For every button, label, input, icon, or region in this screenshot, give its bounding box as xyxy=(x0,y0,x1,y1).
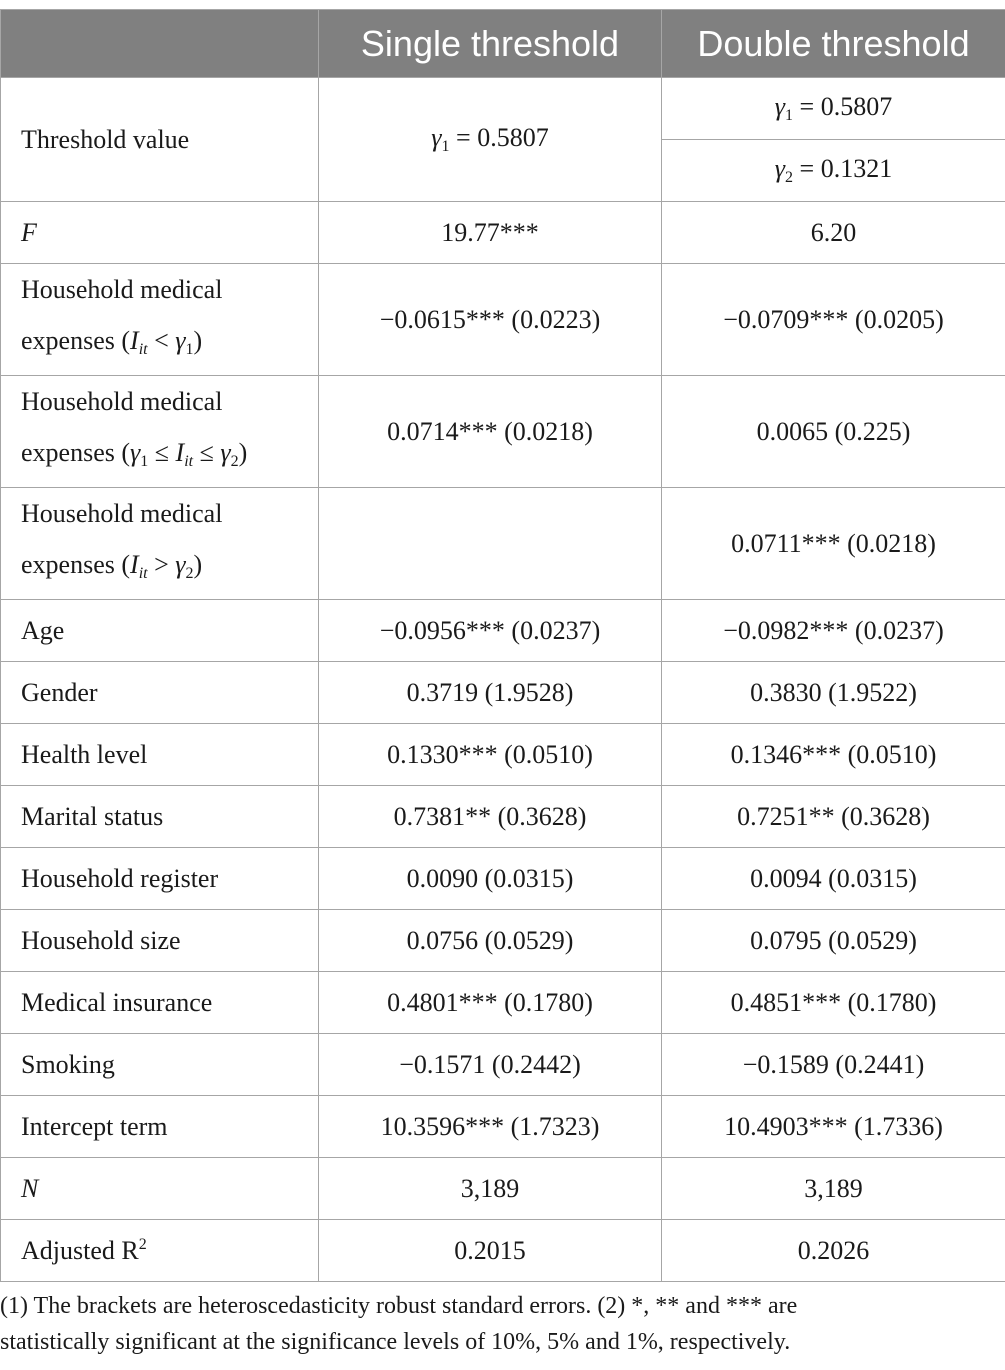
row-label: Age xyxy=(1,600,319,662)
hme-low-label: Household medical expenses $(I_{it} < \gamma 1)$ xyxy=(1,264,319,376)
f-row xyxy=(1,202,1005,264)
hme-mid-row xyxy=(1,376,1005,488)
hme-high-label-line2: expenses ( xyxy=(21,550,131,579)
row-label: Household size xyxy=(1,910,319,972)
r2-label-text: Adjusted R xyxy=(21,1235,139,1265)
row-single: 0.0090 (0.0315) xyxy=(319,848,662,910)
header-single-threshold: Single threshold xyxy=(319,10,662,78)
n-single: 3,189 xyxy=(319,1158,662,1220)
row-label: Marital status xyxy=(1,786,319,848)
header-blank xyxy=(1,10,319,78)
hme-low-single: −0.0615*** (0.0223) xyxy=(319,264,662,376)
row-single: 0.3719 (1.9528) xyxy=(319,662,662,724)
threshold-single-text: = 0.5807 xyxy=(456,123,549,152)
row-label: Smoking xyxy=(1,1034,319,1096)
row-double: 0.7251** (0.3628) xyxy=(662,786,1005,848)
r2-label xyxy=(1,1220,319,1282)
threshold-single-value: γ1 = 0.5807 xyxy=(319,78,662,202)
hme-low-double: −0.0709*** (0.0205) xyxy=(662,264,1005,376)
r2-double: 0.2026 xyxy=(662,1220,1005,1282)
hme-mid-double: 0.0065 (0.225) xyxy=(662,376,1005,488)
row-label: Medical insurance xyxy=(1,972,319,1034)
table-row xyxy=(1,662,1005,724)
f-label: F xyxy=(1,202,319,264)
f-double: 6.20 xyxy=(662,202,1005,264)
row-single: 10.3596*** (1.7323) xyxy=(319,1096,662,1158)
row-double: 0.0795 (0.0529) xyxy=(662,910,1005,972)
table-row xyxy=(1,972,1005,1034)
row-double: −0.1589 (0.2441) xyxy=(662,1034,1005,1096)
footnote-line-2: statistically significant at the significance levels of 10%, 5% and 1%, respectively. xyxy=(0,1329,791,1355)
row-label: Intercept term xyxy=(1,1096,319,1158)
hme-low-label-line2: expenses ( xyxy=(21,326,131,355)
threshold-double-text-2: = 0.1321 xyxy=(799,154,893,183)
hme-mid-label: Household medical expenses $(\gamma 1 \le I_{it} \le \gamma 2)$ xyxy=(1,376,319,488)
threshold-label: Threshold value xyxy=(1,78,319,202)
footnote-line-1: (1) The brackets are heteroscedasticity robust standard errors. (2) *, ** and *** are xyxy=(0,1293,798,1319)
hme-high-row xyxy=(1,488,1005,600)
r2-single: 0.2015 xyxy=(319,1220,662,1282)
table-row xyxy=(1,1096,1005,1158)
row-single: −0.0956*** (0.0237) xyxy=(319,600,662,662)
r2-row xyxy=(1,1220,1005,1282)
row-double: 0.1346*** (0.0510) xyxy=(662,724,1005,786)
n-row xyxy=(1,1158,1005,1220)
row-double: 10.4903*** (1.7336) xyxy=(662,1096,1005,1158)
regression-table xyxy=(0,9,1005,1282)
row-double: 0.3830 (1.9522) xyxy=(662,662,1005,724)
threshold-double-value-1: γ1 = 0.5807 xyxy=(662,78,1005,140)
r2-label-sup: 2 xyxy=(138,1235,147,1253)
header-row xyxy=(1,10,1005,78)
hme-mid-label-line2: expenses ( xyxy=(21,438,131,467)
table-row xyxy=(1,600,1005,662)
hme-low-row xyxy=(1,264,1005,376)
hme-high-label-line1: Household medical xyxy=(21,499,223,528)
hme-low-label-line1: Household medical xyxy=(21,275,223,304)
hme-mid-single: 0.0714*** (0.0218) xyxy=(319,376,662,488)
row-single: −0.1571 (0.2442) xyxy=(319,1034,662,1096)
row-label: Health level xyxy=(1,724,319,786)
row-single: 0.1330*** (0.0510) xyxy=(319,724,662,786)
table-row xyxy=(1,848,1005,910)
header-double-threshold: Double threshold xyxy=(662,10,1005,78)
row-single: 0.4801*** (0.1780) xyxy=(319,972,662,1034)
table-footnote xyxy=(0,1288,1005,1360)
row-single: 0.7381** (0.3628) xyxy=(319,786,662,848)
table-row xyxy=(1,724,1005,786)
hme-high-single xyxy=(319,488,662,600)
threshold-row-1 xyxy=(1,78,1005,140)
row-double: 0.0094 (0.0315) xyxy=(662,848,1005,910)
f-single: 19.77*** xyxy=(319,202,662,264)
table-row xyxy=(1,786,1005,848)
hme-high-double: 0.0711*** (0.0218) xyxy=(662,488,1005,600)
table-row xyxy=(1,1034,1005,1096)
hme-high-label: Household medical expenses $(I_{it} > \gamma 2)$ xyxy=(1,488,319,600)
threshold-double-value-2: γ2 = 0.1321 xyxy=(662,140,1005,202)
row-single: 0.0756 (0.0529) xyxy=(319,910,662,972)
n-double: 3,189 xyxy=(662,1158,1005,1220)
n-label: N xyxy=(1,1158,319,1220)
threshold-double-text-1: = 0.5807 xyxy=(799,92,893,121)
row-label: Household register xyxy=(1,848,319,910)
row-double: −0.0982*** (0.0237) xyxy=(662,600,1005,662)
row-double: 0.4851*** (0.1780) xyxy=(662,972,1005,1034)
hme-mid-label-line1: Household medical xyxy=(21,387,223,416)
table-row xyxy=(1,910,1005,972)
row-label: Gender xyxy=(1,662,319,724)
